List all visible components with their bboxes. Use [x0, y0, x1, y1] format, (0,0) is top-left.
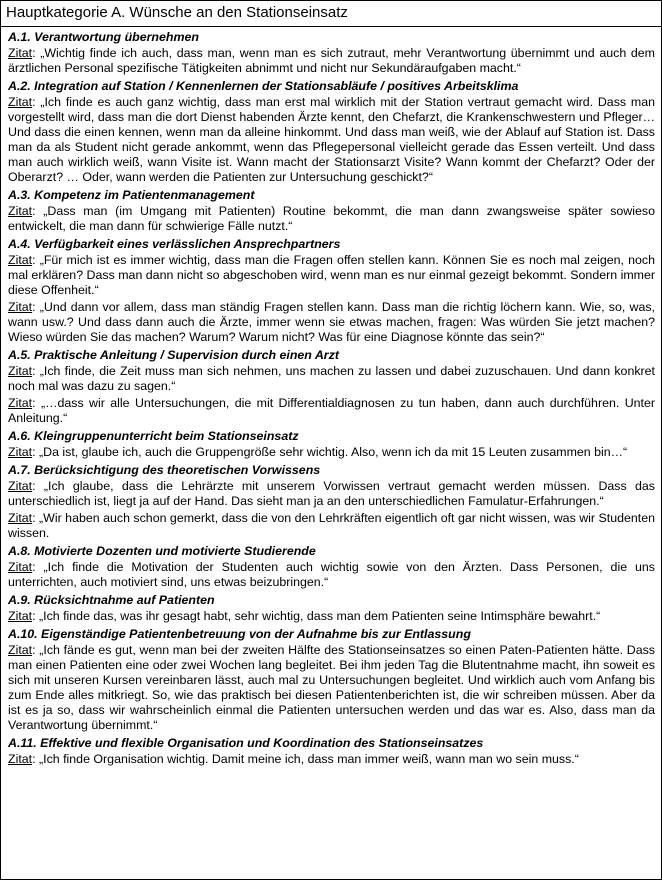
zitat-label: Zitat	[8, 46, 33, 60]
quote-text: „Ich finde die Motivation der Studenten auch wichtig sowie von den Ärzten. Dass Personen, die uns unterrichten, auch motiviert sind, uns etwas beizubringen.“	[8, 560, 656, 589]
zitat-label: Zitat	[8, 511, 33, 525]
quote-text: „Ich fände es gut, wenn man bei der zweiten Hälfte des Stationseinsatzes so einen Paten-Patienten hätte. Dass man einen Patienten eine oder zwei Wochen lang begleitet. Bei ihm jeden Tag die Blutentnahme macht, ihn soweit es sich mit unseren Kursen vereinbaren lässt, auch mal zu Untersuchungen begleitet. Und wirklich auch vom Anfang bis zum Ende alles mitkriegt. So, wie das praktisch bei diesen Patientenberichten ist, die wir schreiben müssen. Aber da ist es ja so, dass wir wahrscheinlich einmal die Patienten untersuchen werden und das war es. Also, dass man da Verantwortung übernimmt.“	[8, 643, 656, 732]
section-heading: A.6. Kleingruppenunterricht beim Stationseinsatz	[8, 429, 299, 443]
quote-paragraph: Zitat: „Ich finde, die Zeit muss man sich nehmen, uns machen zu lassen und dabei zuzuschauen. Und dann konkret noch mal was dazu zu sagen.“	[8, 364, 655, 393]
quote-text: „Wir haben auch schon gemerkt, dass die von den Lehrkräften eigentlich oft gar nicht wissen, was wir Studenten wissen.	[8, 511, 655, 540]
section-heading: A.7. Berücksichtigung des theoretischen Vorwissens	[8, 463, 321, 477]
zitat-label: Zitat	[8, 643, 33, 657]
section-heading: A.4. Verfügbarkeit eines verlässlichen Ansprechpartners	[8, 237, 341, 251]
quote-text: „Wichtig finde ich auch, dass man, wenn man es sich zutraut, mehr Verantwortung übernimmt und auch dem ärztlichen Personal spezifische Tätigkeiten abnimmt und nicht nur Sekundäraufgaben macht.“	[8, 46, 655, 75]
quote-text: „Ich glaube, dass die Lehrärzte mit unserem Vorwissen vertraut gemacht werden müssen. Dass das unterschiedlich ist, liegt ja auf der Hand. Das sieht man ja an den unterschiedlichen Famulatur-Erfahrungen.“	[8, 479, 655, 508]
table-title: Hauptkategorie A. Wünsche an den Stationseinsatz	[1, 1, 661, 27]
quote-text: „Ich finde das, was ihr gesagt habt, sehr wichtig, dass man dem Patienten seine Intimsphäre bewahrt.“	[39, 609, 601, 623]
zitat-label: Zitat	[8, 479, 33, 493]
zitat-label: Zitat	[8, 560, 33, 574]
zitat-label: Zitat	[8, 752, 33, 766]
quote-text: „Ich finde Organisation wichtig. Damit meine ich, dass man immer weiß, wann man wo sein muss.“	[39, 752, 579, 766]
section-heading: A.2. Integration auf Station / Kennenlernen der Stationsabläufe / positives Arbeitsklima	[8, 79, 519, 93]
quote-paragraph: Zitat: „Ich fände es gut, wenn man bei der zweiten Hälfte des Stationseinsatzes so einen Paten-Patienten hätte. Dass man einen Patienten eine oder zwei Wochen lang begleitet. Bei ihm jeden Tag die Blutentnahme macht, ihn soweit es sich mit unseren Kursen vereinbaren lässt, auch mal zu Untersuchungen begleitet. Und wirklich auch vom Anfang bis zum Ende alles mitkriegt. So, wie das praktisch bei diesen Patientenberichten ist, die wir schreiben müssen. Aber da ist es ja so, dass wir wahrscheinlich einmal die Patienten untersuchen werden und das war es. Also, dass man da Verantwortung übernimmt.“	[8, 643, 656, 732]
quote-text: „Ich finde es auch ganz wichtig, dass man erst mal wirklich mit der Station vertraut gemacht wird. Dass man vorgestellt wird, dass man die dort Dienst habenden Ärzte kennt, den Chefarzt, die Krankenschwestern und Pfleger… Und dass die einen kennen, wenn man da alleine hinkommt. Und dass man weiß, wie der Ablauf auf Station ist. Dass man da als Student nicht gerade ankommt, wenn das Pflegepersonal vielleicht gerade das Essen verteilt. Und dass man auch wirklich weiß, wann Visite ist. Wann macht der Stationsarzt Visite? Wann kommt der Chefarzt? Oder der Oberarzt? … Oder, wann werden die Patienten zur Untersuchung geschickt?“	[8, 95, 655, 184]
quote-text: „…dass wir alle Untersuchungen, die mit Differentialdiagnosen zu tun haben, dann auch durchführen. Unter Anleitung.“	[8, 396, 655, 425]
quote-paragraph: Zitat: „Dass man (im Umgang mit Patienten) Routine bekommt, die man dann zwangsweise später sowieso entwickelt, die man dann für schwierige Fälle nutzt.“	[8, 204, 655, 233]
section-heading: A.5. Praktische Anleitung / Supervision durch einen Arzt	[8, 348, 339, 362]
section-heading: A.10. Eigenständige Patientenbetreuung von der Aufnahme bis zur Entlassung	[8, 627, 471, 641]
zitat-label: Zitat	[8, 95, 33, 109]
quote-paragraph: Zitat: „…dass wir alle Untersuchungen, die mit Differentialdiagnosen zu tun haben, dann auch durchführen. Unter Anleitung.“	[8, 396, 655, 425]
zitat-label: Zitat	[8, 364, 33, 378]
quote-text: „Ich finde, die Zeit muss man sich nehmen, uns machen zu lassen und dabei zuzuschauen. Und dann konkret noch mal was dazu zu sagen.“	[8, 364, 655, 393]
section-heading: A.3. Kompetenz im Patientenmanagement	[8, 188, 255, 202]
sections-container	[1, 27, 661, 767]
quote-paragraph: Zitat: „Wir haben auch schon gemerkt, dass die von den Lehrkräften eigentlich oft gar nicht wissen, was wir Studenten wissen.	[8, 511, 655, 540]
quote-paragraph: Zitat: „Wichtig finde ich auch, dass man, wenn man es sich zutraut, mehr Verantwortung übernimmt und auch dem ärztlichen Personal spezifische Tätigkeiten abnimmt und nicht nur Sekundäraufgaben macht.“	[8, 46, 655, 75]
zitat-label: Zitat	[8, 445, 33, 459]
section-heading: A.11. Effektive und flexible Organisation und Koordination des Stationseinsatzes	[8, 736, 484, 750]
quote-text: „Da ist, glaube ich, auch die Gruppengröße sehr wichtig. Also, wenn ich da mit 15 Leuten zusammen bin…“	[39, 445, 628, 459]
zitat-label: Zitat	[8, 204, 33, 218]
quote-paragraph: Zitat: „Und dann vor allem, dass man ständig Fragen stellen kann. Dass man die richtig löchern kann. Wie, so, was, wann usw.? Und dass dann auch die Ärzte, immer wenn sie etwas machen, fragen: Was würden Sie jetzt machen? Wieso würden Sie das machen? Warum? Warum nicht? Was für eine Diagnose könnte das sein?“	[8, 300, 655, 344]
section-heading: A.9. Rücksichtnahme auf Patienten	[8, 593, 215, 607]
quote-paragraph: Zitat: „Ich finde das, was ihr gesagt habt, sehr wichtig, dass man dem Patienten seine Intimsphäre bewahrt.“	[8, 609, 601, 623]
quote-paragraph: Zitat: „Ich finde die Motivation der Studenten auch wichtig sowie von den Ärzten. Dass Personen, die uns unterrichten, auch motiviert sind, uns etwas beizubringen.“	[8, 560, 656, 589]
quote-text: „Für mich ist es immer wichtig, dass man die Fragen offen stellen kann. Können Sie es noch mal zeigen, noch mal erklären? Dass man dann nicht so abgeschoben wird, wenn man es nur einmal gezeigt bekommt. Sondern immer diese Offenheit.“	[8, 253, 655, 297]
quote-text: „Und dann vor allem, dass man ständig Fragen stellen kann. Dass man die richtig löchern kann. Wie, so, was, wann usw.? Und dass dann auch die Ärzte, immer wenn sie etwas machen, fragen: Was würden Sie jetzt machen? Wieso würden Sie das machen? Warum? Warum nicht? Was für eine Diagnose könnte das sein?“	[8, 300, 655, 344]
zitat-label: Zitat	[8, 609, 33, 623]
quote-text: „Dass man (im Umgang mit Patienten) Routine bekommt, die man dann zwangsweise später sowieso entwickelt, die man dann für schwierige Fälle nutzt.“	[8, 204, 655, 233]
quote-paragraph: Zitat: „Ich finde Organisation wichtig. Damit meine ich, dass man immer weiß, wann man wo sein muss.“	[8, 752, 579, 766]
quote-paragraph: Zitat: „Da ist, glaube ich, auch die Gruppengröße sehr wichtig. Also, wenn ich da mit 15 Leuten zusammen bin…“	[8, 445, 628, 459]
quote-paragraph: Zitat: „Für mich ist es immer wichtig, dass man die Fragen offen stellen kann. Können Sie es noch mal zeigen, noch mal erklären? Dass man dann nicht so abgeschoben wird, wenn man es nur einmal gezeigt bekommt. Sondern immer diese Offenheit.“	[8, 253, 655, 297]
zitat-label: Zitat	[8, 300, 33, 314]
section-heading: A.8. Motivierte Dozenten und motivierte Studierende	[8, 544, 316, 558]
zitat-label: Zitat	[8, 396, 33, 410]
quote-paragraph: Zitat: „Ich finde es auch ganz wichtig, dass man erst mal wirklich mit der Station vertraut gemacht wird. Dass man vorgestellt wird, dass man die dort Dienst habenden Ärzte kennt, den Chefarzt, die Krankenschwestern und Pfleger… Und dass die einen kennen, wenn man da alleine hinkommt. Und dass man weiß, wie der Ablauf auf Station ist. Dass man da als Student nicht gerade ankommt, wenn das Pflegepersonal vielleicht gerade das Essen verteilt. Und dass man auch wirklich weiß, wann Visite ist. Wann macht der Stationsarzt Visite? Wann kommt der Chefarzt? Oder der Oberarzt? … Oder, wann werden die Patienten zur Untersuchung geschickt?“	[8, 95, 655, 184]
zitat-label: Zitat	[8, 253, 33, 267]
section-heading: A.1. Verantwortung übernehmen	[8, 30, 199, 44]
quote-paragraph: Zitat: „Ich glaube, dass die Lehrärzte mit unserem Vorwissen vertraut gemacht werden müssen. Dass das unterschiedlich ist, liegt ja auf der Hand. Das sieht man ja an den unterschiedlichen Famulatur-Erfahrungen.“	[8, 479, 655, 508]
